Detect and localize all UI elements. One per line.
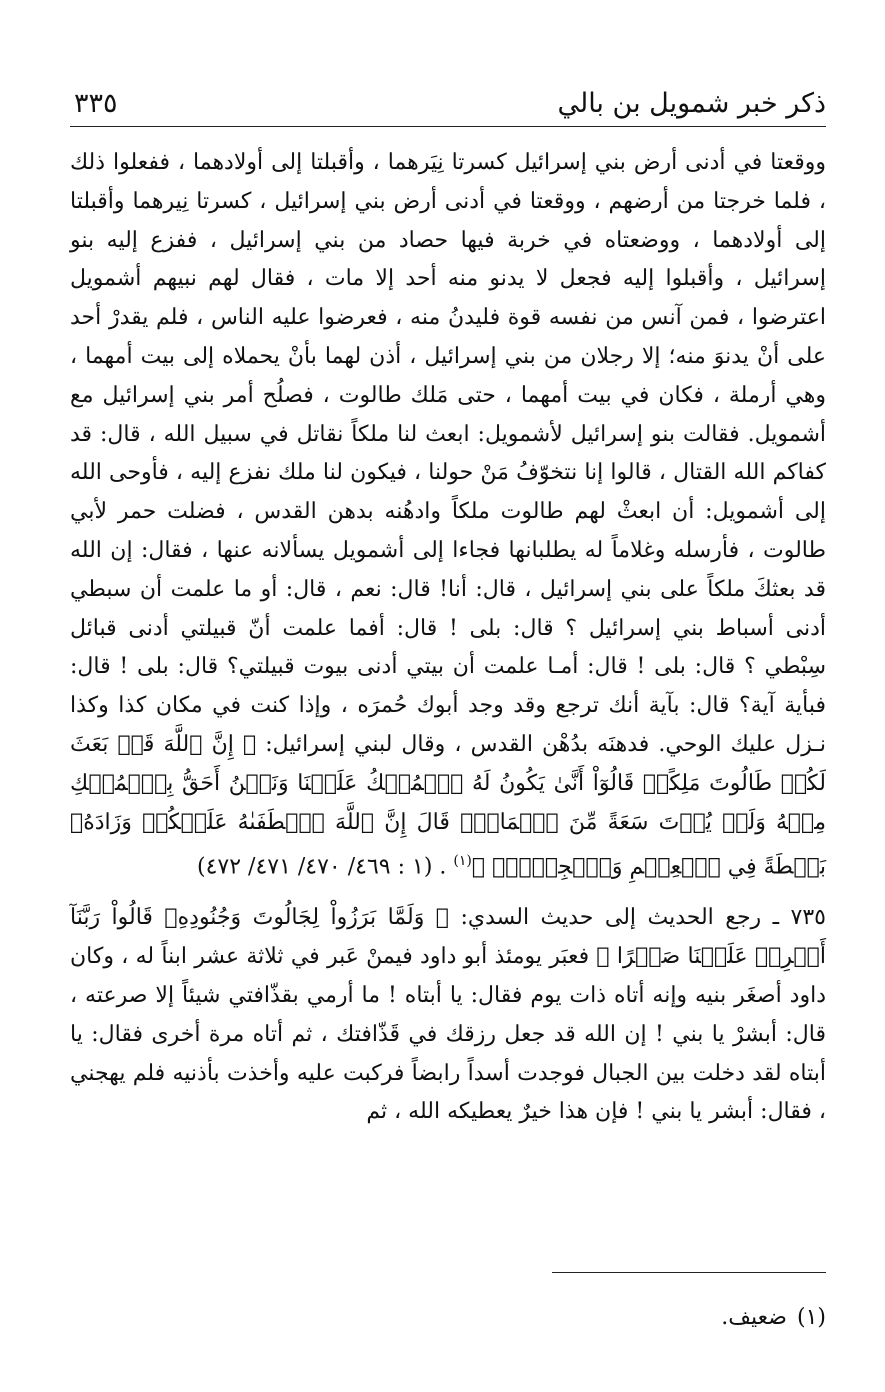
paragraph-735 <box>70 899 826 1132</box>
book-page <box>70 0 826 1392</box>
footnote-number: (١) <box>796 1305 826 1330</box>
chapter-title: ذكر خبر شمويل بن بالي <box>557 88 826 119</box>
footnote-divider <box>552 1272 826 1273</box>
paragraph-734-continued <box>70 144 826 887</box>
footnote-text: ضعيف. <box>721 1305 787 1330</box>
paragraph-text: ٧٣٥ ـ رجع الحديث إلى حديث السدي: ﴿ وَلَمَّا بَرَزُواْ لِجَالُوتَ وَجُنُودِهِۦ قَالُواْ رَبَّنَآ أَفۡرِغۡ عَلَيۡنَا صَبۡرًا ﴾ فعبَر يومئذ أبو داود فيمنْ عَبر في ثلاثة عشر ابناً له ، وكان داود أصغَر بنيه وإنه أتاه ذات يوم فقال: يا أبتاه ! ما أرمي بقذّافتي شيئاً إلا صرعته ، قال: أبشرْ يا بني ! إن الله قد جعل رزقك في قَذّافتك ، ثم أتاه مرة أخرى فقال: يا أبتاه لقد دخلت بين الجبال فوجدت أسداً رابضاً فركبت عليه وأخذت بأذنيه فلم يهجني ، فقال: أبشر يا بني ! فإن هذا خيرٌ يعطيكه الله ، ثم <box>70 905 826 1125</box>
footnote <box>721 1300 826 1336</box>
header-divider <box>70 126 826 127</box>
main-text <box>70 144 826 1132</box>
paragraph-text: ووقعتا في أدنى أرض بني إسرائيل كسرتا نِيَرهما ، وأقبلتا إلى أولادهما ، ففعلوا ذلك ، فلما خرجتا من أرضهم ، ووقعتا في أدنى أرض بني إسرائيل ، كسرتا نِيرهما وأقبلتا إلى أولادهما ، ووضعتاه في خربة فيها حصاد من بني إسرائيل ، ففزع إليه بنو إسرائيل ، وأقبلوا إليه فجعل لا يدنو منه أحد إلا مات ، فقال لهم نبيهم أشمويل اعترضوا ، فمن آنس من نفسه قوة فليدنُ منه ، فعرضوا عليه الناس ، فلم يقدرْ أحد على أنْ يدنوَ منه؛ إلا رجلان من بني إسرائيل ، أذن لهما بأنْ يحملاه إلى بيت أمهما ، وهي أرملة ، فكان في بيت أمهما ، حتى مَلك طالوت ، فصلُح أمر بني إسرائيل مع أشمويل. فقالت بنو إسرائيل لأشمويل: ابعث لنا ملكاً نقاتل في سبيل الله ، قال: قد كفاكم الله القتال ، قالوا إنا نتخوّفُ مَنْ حولنا ، فيكون لنا ملك نفزع إليه ، فأوحى الله إلى أشمويل: أن ابعثْ لهم طالوت ملكاً وادهُنه بدهن القدس ، فضلت حمر لأبي طالوت ، فأرسله وغلاماً له يطلبانها فجاءا إلى أشمويل يسألانه عنها ، فقال: إن الله قد بعثكَ ملكاً على بني إسرائيل ، قال: أنا! قال: نعم ، قال: أو ما علمت أن سبطي أدنى أسباط بني إسرائيل ؟ قال: بلى ! قال: أفما علمت أنّ قبيلتي أدنى قبائل سِبْطي ؟ قال: بلى ! قال: أمـا علمت أن بيتي أدنى بيوت قبيلتي؟ قال: بلى ! قال: فبأية آية؟ قال: بآية أنك ترجع وقد وجد أبوك حُمرَه ، وإذا كنت في مكان كذا وكذا نـزل عليك الوحي. فدهنَه بدُهْن القدس ، وقال لبني إسرائيل: ﴿ إِنَّ ٱللَّهَ قَدۡ بَعَثَ لَكُمۡ طَالُوتَ مَلِكًاۚ قَالُوٓاْ أَنَّىٰ يَكُونُ لَهُ ٱلۡمُلۡكُ عَلَيۡنَا وَنَحۡنُ أَحَقُّ بِٱلۡمُلۡكِ مِنۡهُ وَلَمۡ يُؤۡتَ سَعَةً مِّنَ ٱلۡمَالِۚ قَالَ إِنَّ ٱللَّهَ ٱصۡطَفَىٰهُ عَلَيۡكُمۡ وَزَادَهُۥ بَسۡطَةً فِي ٱلۡعِلۡمِ وَٱلۡجِسۡمِۖ ﴾ <box>70 150 826 880</box>
running-header <box>70 84 826 124</box>
source-references: . (١ : ٤٦٩/ ٤٧٠/ ٤٧١/ ٤٧٢) <box>196 854 447 880</box>
page-number: ٣٣٥ <box>74 88 118 119</box>
footnote-marker: (١) <box>453 853 472 870</box>
